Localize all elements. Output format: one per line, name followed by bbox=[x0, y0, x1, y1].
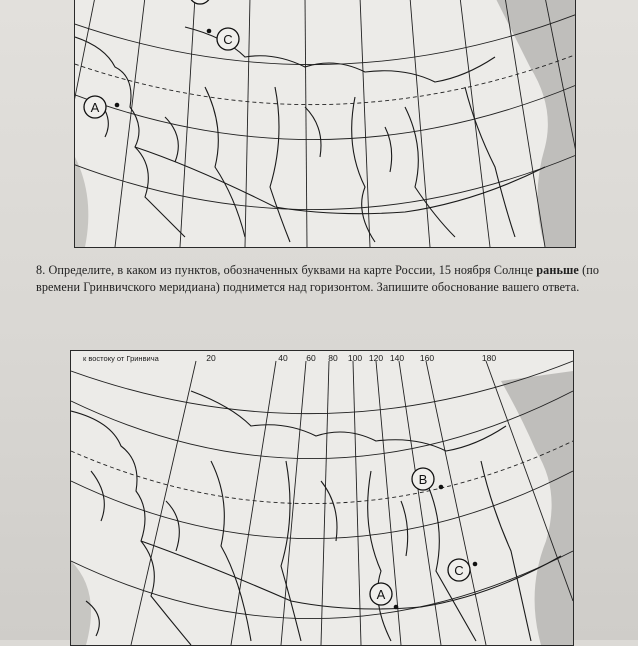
tick-160: 160 bbox=[419, 353, 435, 363]
map-corner-label: к востоку от Гринвича bbox=[83, 354, 159, 363]
map-bottom-graphic bbox=[71, 351, 573, 645]
map-bottom-marker-c bbox=[448, 559, 477, 581]
map-top-marker-a bbox=[84, 96, 119, 118]
map-bottom-marker-a bbox=[370, 583, 398, 609]
tick-80: 80 bbox=[328, 353, 338, 363]
question-text-bold: раньше bbox=[536, 263, 579, 277]
question-8 bbox=[36, 262, 616, 296]
tick-20: 20 bbox=[206, 353, 216, 363]
svg-text:C: C bbox=[454, 563, 464, 578]
russia-map-top bbox=[74, 0, 576, 248]
svg-text:C: C bbox=[223, 32, 233, 47]
tick-60: 60 bbox=[306, 353, 316, 363]
tick-100: 100 bbox=[347, 353, 363, 363]
russia-map-bottom bbox=[70, 350, 574, 646]
svg-text:A: A bbox=[376, 587, 386, 602]
svg-text:A: A bbox=[90, 100, 100, 115]
tick-140: 140 bbox=[389, 353, 405, 363]
tick-180: 180 bbox=[481, 353, 497, 363]
svg-text:B: B bbox=[418, 472, 428, 487]
map-top-graphic bbox=[75, 0, 575, 247]
question-number: 8. bbox=[36, 263, 46, 277]
map-top-marker-c bbox=[207, 28, 239, 50]
tick-120: 120 bbox=[368, 353, 384, 363]
question-text-part2: (по времени Гринвичского меридиана) поднимется над горизонтом. Запишите обоснование вашего ответа. bbox=[36, 263, 600, 294]
question-text-part1: Определите, в каком из пунктов, обозначенных буквами на карте России, 15 ноября Солнце bbox=[48, 263, 534, 277]
map-bottom-marker-b bbox=[412, 468, 443, 490]
tick-40: 40 bbox=[278, 353, 288, 363]
